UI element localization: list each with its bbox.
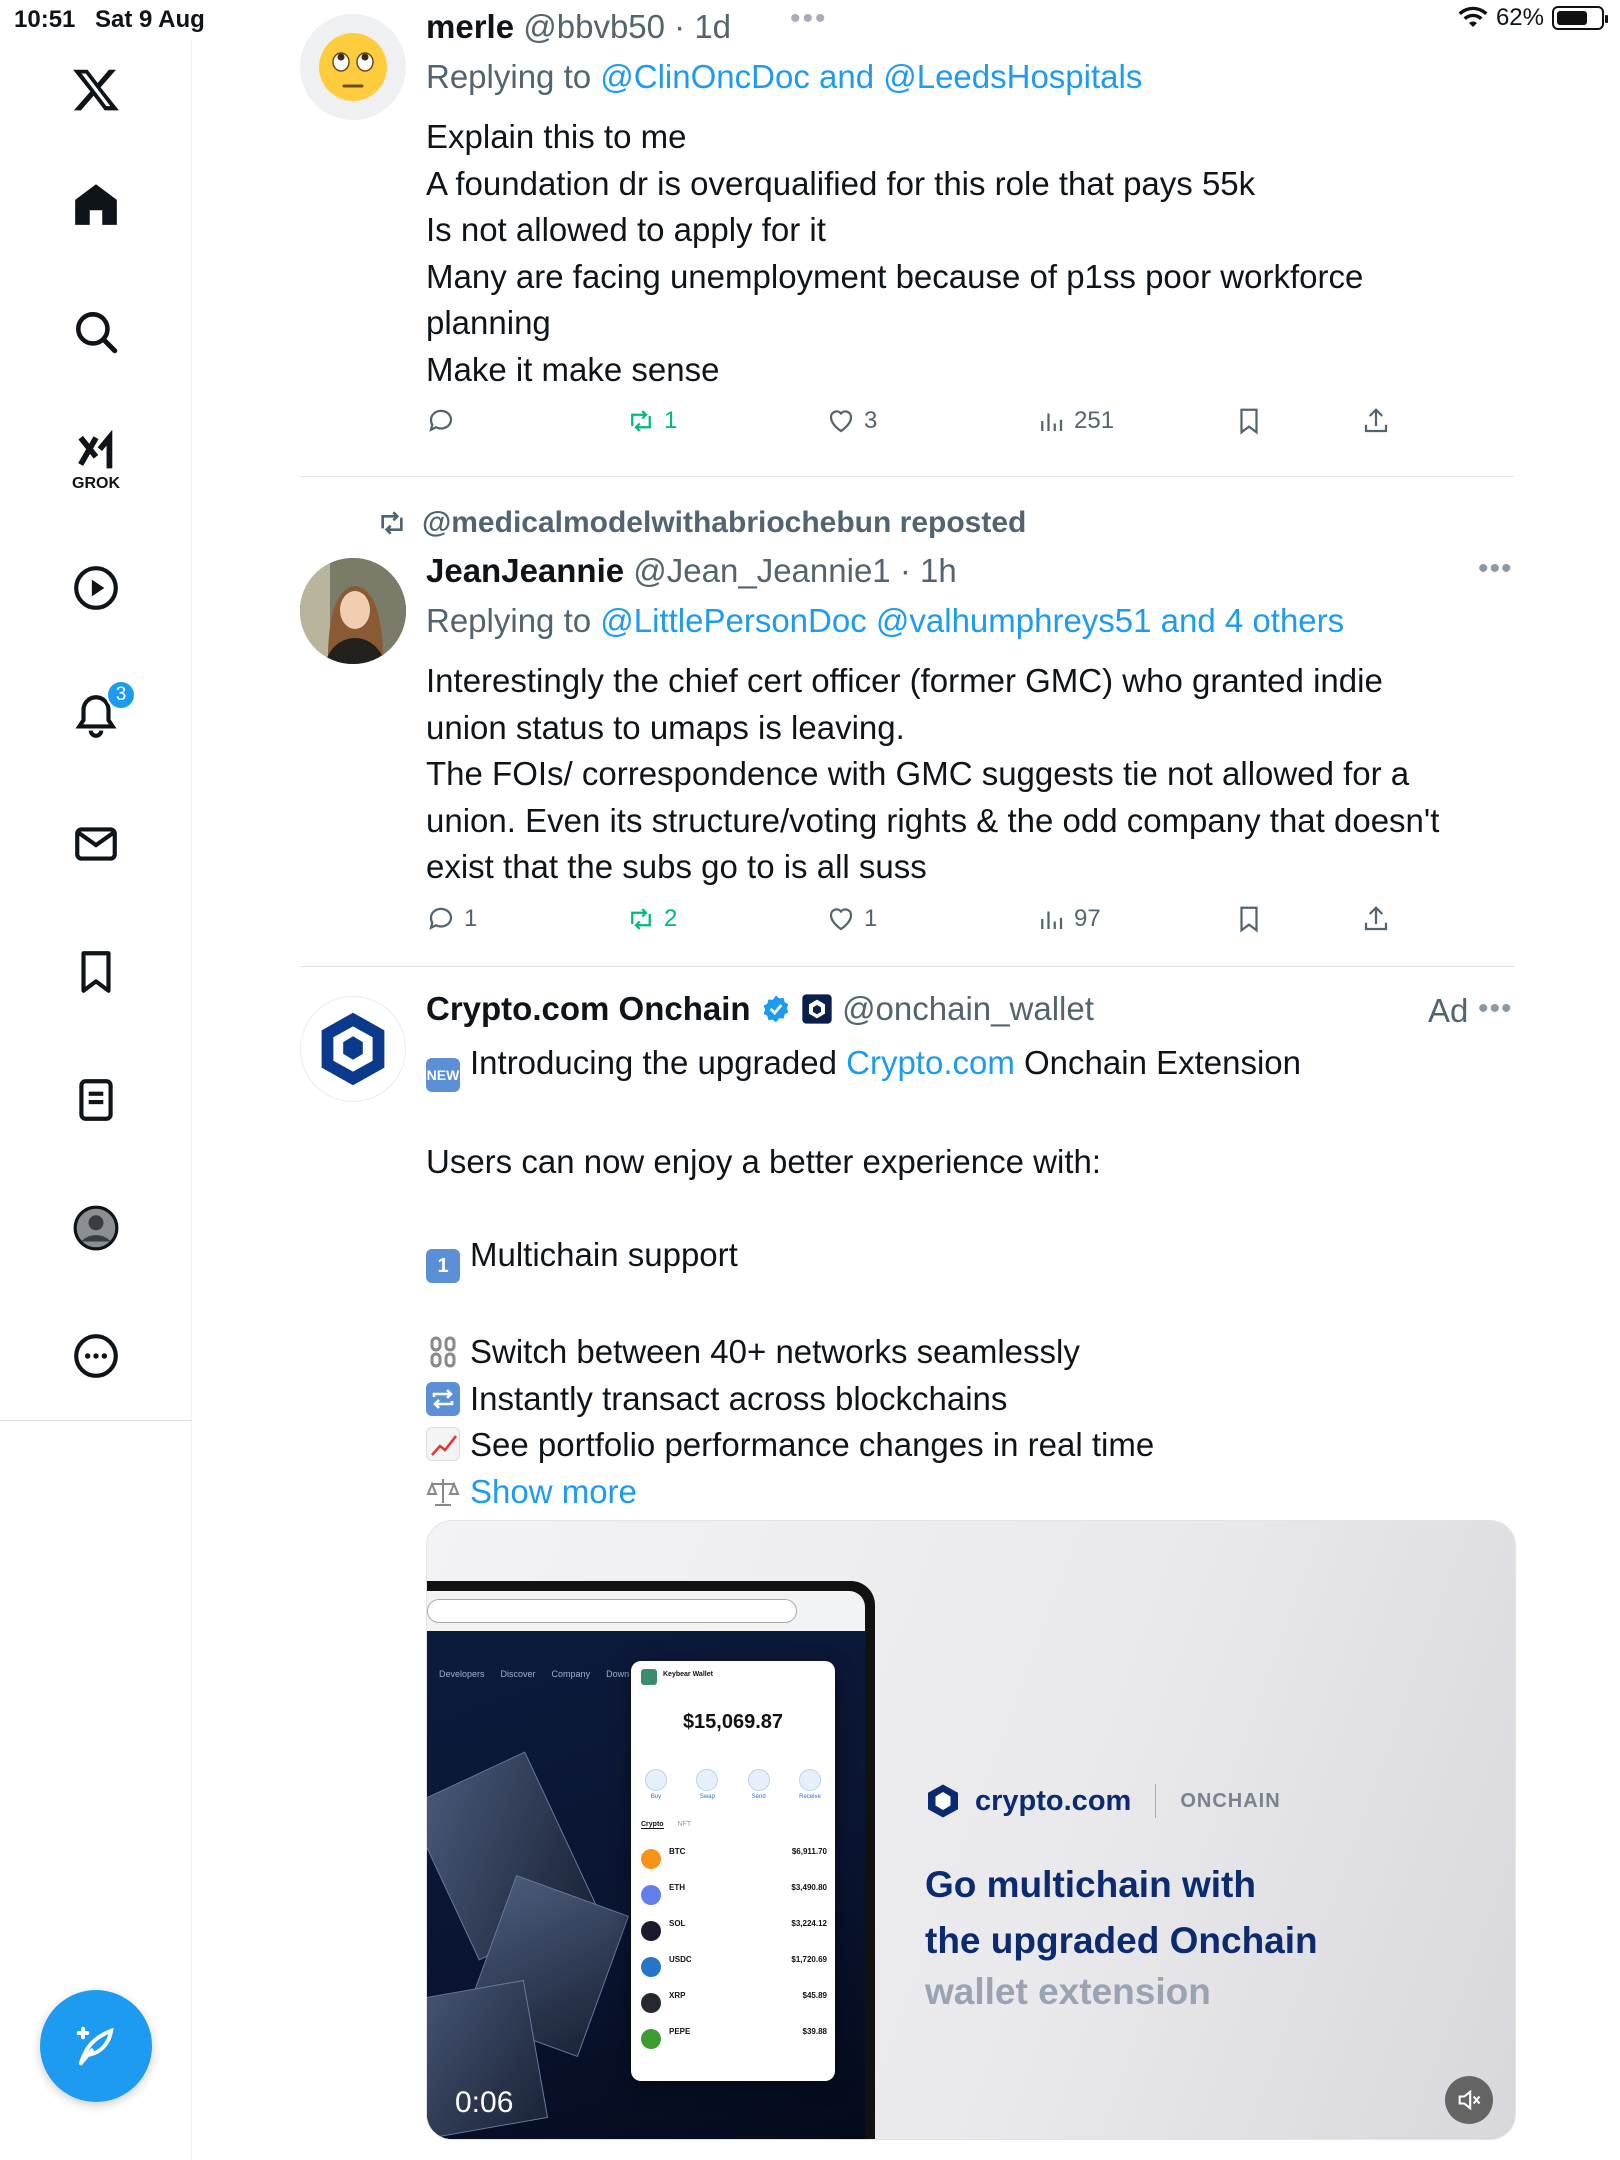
text-line <box>426 1469 1516 1516</box>
grok-label: GROK <box>72 475 120 492</box>
wallet-action-label: Send <box>751 1794 766 1800</box>
item-portfolio: See portfolio performance changes in real time <box>470 1426 1155 1463</box>
tweet-text <box>426 658 1516 891</box>
coin-icon <box>641 1957 661 1977</box>
author-name[interactable]: Crypto.com Onchain <box>426 990 751 1027</box>
text-line: union status to umaps is leaving. <box>426 708 905 746</box>
coin-name: BTC <box>669 1847 686 1856</box>
replying-to-link[interactable]: @ClinOncDoc and @LeedsHospitals <box>600 58 1143 95</box>
item-transact: Instantly transact across blockchains <box>470 1379 1008 1417</box>
text-line: Explain this to me <box>426 118 687 155</box>
brand-row <box>925 1783 1281 1819</box>
wallet-tabs <box>641 1821 691 1829</box>
tweet-actions <box>426 904 1426 944</box>
views-button[interactable] <box>1036 406 1114 436</box>
status-bar <box>0 0 1620 40</box>
notification-badge: 3 <box>106 680 136 710</box>
headline-line: the upgraded Onchain <box>925 1920 1318 1961</box>
blank-line <box>426 1283 1516 1330</box>
coin-value: $39.88 <box>802 2027 827 2036</box>
messages-icon[interactable] <box>56 804 136 884</box>
replying-to <box>426 602 1344 640</box>
replying-prefix: Replying to <box>426 58 601 95</box>
wallet-action-label: Buy <box>650 1794 662 1800</box>
views-icon <box>1036 406 1066 436</box>
text-line <box>426 1422 1516 1469</box>
avatar[interactable] <box>300 14 406 120</box>
show-more-link[interactable]: Show more <box>470 1472 637 1510</box>
coin-value: $1,720.69 <box>791 1955 827 1964</box>
coin-value: $45.89 <box>802 1991 827 2000</box>
tweet-text <box>426 1040 1516 1515</box>
coin-icon <box>641 2029 661 2049</box>
avatar[interactable] <box>300 996 406 1102</box>
text-line <box>426 1376 1516 1423</box>
multitasking-dots-icon[interactable]: ••• <box>790 2 828 35</box>
reply-button[interactable] <box>426 406 464 436</box>
coin-name: SOL <box>669 1919 686 1928</box>
brand-separator <box>1155 1784 1156 1818</box>
wallet-tab: NFT <box>677 1821 692 1828</box>
coin-value: $3,490.80 <box>791 1883 827 1892</box>
wifi-icon <box>1458 6 1488 30</box>
item-multichain: Multichain support <box>470 1235 738 1273</box>
author-name[interactable]: merle <box>426 8 515 45</box>
sidebar-divider <box>0 1420 192 1421</box>
coin-row <box>641 1847 827 1877</box>
tweet-divider <box>300 966 1514 967</box>
author-handle[interactable]: @bbvb50 <box>523 8 665 45</box>
bookmarks-icon[interactable] <box>56 932 136 1012</box>
blank-line <box>426 1185 1516 1232</box>
video-player[interactable] <box>426 1520 1516 2140</box>
notifications-icon[interactable] <box>56 676 136 756</box>
grok-icon[interactable] <box>56 420 136 500</box>
coin-name: PEPE <box>669 2027 691 2036</box>
ad-label: Ad <box>1428 992 1469 1029</box>
text-line <box>426 1232 1516 1283</box>
wallet-tab: Crypto <box>641 1821 664 1828</box>
text-line: Users can now enjoy a better experience with: <box>426 1142 1102 1180</box>
buy-icon <box>645 1769 667 1791</box>
share-button[interactable] <box>1361 904 1391 934</box>
reply-count: 1 <box>464 905 478 932</box>
wallet-popup <box>631 1661 835 2081</box>
coin-icon <box>641 1885 661 1905</box>
text-line <box>426 1040 1516 1092</box>
search-icon[interactable] <box>56 292 136 372</box>
text-line: planning <box>426 304 551 341</box>
share-icon <box>1361 904 1391 934</box>
tweet-time[interactable]: · 1h <box>899 552 957 589</box>
reply-button[interactable] <box>426 904 477 934</box>
author-name[interactable]: JeanJeannie <box>426 552 625 589</box>
ad-headline <box>925 1857 1318 1969</box>
like-button[interactable] <box>826 904 877 934</box>
coin-icon <box>641 1993 661 2013</box>
swap-icon <box>696 1769 718 1791</box>
blank-line <box>426 1092 1516 1139</box>
url-box <box>427 1599 797 1623</box>
status-date: Sat 9 Aug <box>95 6 205 33</box>
site-nav-item: Company <box>551 1669 591 1679</box>
share-icon <box>1361 406 1391 436</box>
more-options-icon[interactable]: ••• <box>1478 552 1513 585</box>
tweet-text <box>426 114 1516 393</box>
replying-prefix: Replying to <box>426 602 601 639</box>
status-time: 10:51 <box>14 6 76 33</box>
battery-percent: 62% <box>1495 4 1544 31</box>
bookmark-icon <box>1234 904 1264 934</box>
site-nav <box>439 1669 629 1679</box>
coin-row <box>641 1883 827 1913</box>
browser-bar <box>427 1591 865 1631</box>
reply-icon <box>426 406 456 436</box>
mute-button[interactable] <box>1445 2076 1493 2124</box>
coin-name: XRP <box>669 1991 686 2000</box>
chart-increasing-icon <box>426 1427 460 1461</box>
sidebar <box>0 40 192 2160</box>
tweet-header <box>426 8 731 46</box>
avatar[interactable] <box>300 558 406 664</box>
text-line: Many are facing unemployment because of p1ss poor workforce <box>426 257 1364 295</box>
reposted-by: @medicalmodelwithabriochebun reposted <box>422 506 1027 539</box>
status-indicators <box>1458 4 1604 32</box>
coin-row <box>641 1955 827 1985</box>
repost-button[interactable] <box>626 406 677 436</box>
home-icon[interactable] <box>56 164 136 244</box>
site-nav-item: Developers <box>439 1669 485 1679</box>
view-count: 97 <box>1074 905 1101 932</box>
repost-count: 1 <box>664 407 678 434</box>
text-line: Interestingly the chief cert officer (former GMC) who granted indie <box>426 662 1383 699</box>
coin-value: $6,911.70 <box>791 1847 827 1856</box>
coin-row <box>641 1919 827 1949</box>
text-line: union. Even its structure/voting rights & the odd company that doesn't <box>426 801 1440 839</box>
text-line <box>426 1329 1516 1376</box>
coin-name: USDC <box>669 1955 692 1964</box>
replying-to-link[interactable]: @LittlePersonDoc @valhumphreys51 and 4 others <box>600 602 1345 639</box>
text-line: A foundation dr is overqualified for this role that pays 55k <box>426 164 1256 202</box>
coin-row <box>641 1991 827 2021</box>
video-timestamp: 0:06 <box>455 2086 514 2119</box>
text-line: Is not allowed to apply for it <box>426 211 826 248</box>
wallet-action-label: Receive <box>799 1794 821 1800</box>
compose-post-button[interactable] <box>40 1990 152 2102</box>
author-handle[interactable]: @Jean_Jeannie1 <box>633 552 891 589</box>
coin-value: $3,224.12 <box>791 1919 827 1928</box>
verified-badge-icon <box>760 993 792 1025</box>
views-button[interactable] <box>1036 904 1101 934</box>
site-nav-item: Discover <box>500 1669 536 1679</box>
coin-row <box>641 2027 827 2057</box>
laptop-screen <box>427 1591 865 2140</box>
intro-suffix: Onchain Extension <box>1014 1044 1302 1081</box>
wallet-action-label: Swap <box>699 1794 715 1800</box>
text-line: The FOIs/ correspondence with GMC suggests tie not allowed for a <box>426 755 1410 792</box>
video-icon[interactable] <box>56 548 136 628</box>
repeat-arrows-icon <box>426 1382 460 1416</box>
like-count: 1 <box>864 905 878 932</box>
tweet-time[interactable]: · 1d <box>674 8 732 45</box>
new-emoji-icon: NEW <box>426 1058 460 1092</box>
bookmark-button[interactable] <box>1234 904 1264 934</box>
brand-sub: ONCHAIN <box>1180 1789 1281 1812</box>
share-button[interactable] <box>1361 406 1391 436</box>
headline-line-fading: wallet extension <box>925 1971 1211 2012</box>
x-logo-icon[interactable] <box>56 50 136 130</box>
brand-name: crypto.com <box>975 1784 1132 1817</box>
tweet-actions <box>426 406 1426 446</box>
tweet-divider <box>300 476 1514 477</box>
laptop-image <box>427 1581 875 2140</box>
repost-icon <box>376 507 408 539</box>
wallet-balance: $15,069.87 <box>682 1711 784 1733</box>
reply-icon <box>426 904 456 934</box>
keycap-one-icon: 1 <box>426 1249 460 1283</box>
bookmark-button[interactable] <box>1234 406 1264 436</box>
lists-icon[interactable] <box>56 1060 136 1140</box>
bookmark-icon <box>1234 406 1264 436</box>
wallet-avatar <box>641 1669 657 1685</box>
battery-icon <box>1552 6 1604 30</box>
compose-feather-icon <box>70 2020 122 2072</box>
coin-name: ETH <box>669 1883 685 1892</box>
like-button[interactable] <box>826 406 877 436</box>
like-count: 3 <box>864 407 878 434</box>
item-switch: Switch between 40+ networks seamlessly <box>470 1333 1080 1370</box>
tweet-header <box>426 552 957 590</box>
more-options-icon[interactable]: ••• <box>1478 992 1513 1025</box>
headline-line: Go multichain with <box>925 1864 1256 1905</box>
author-handle[interactable]: @onchain_wallet <box>842 990 1094 1027</box>
wallet-name: Keybear Wallet <box>663 1671 713 1678</box>
intro-prefix: Introducing the upgraded <box>470 1044 847 1081</box>
receive-icon <box>799 1769 821 1791</box>
repost-icon <box>626 406 656 436</box>
repost-indicator[interactable] <box>376 506 1026 540</box>
repost-count: 2 <box>664 905 678 932</box>
crypto-logo-icon <box>925 1783 961 1819</box>
views-icon <box>1036 904 1066 934</box>
coin-icon <box>641 1921 661 1941</box>
view-count: 251 <box>1074 407 1115 434</box>
speaker-muted-icon <box>1455 2086 1483 2114</box>
send-icon <box>748 1769 770 1791</box>
text-line: Make it make sense <box>426 350 720 388</box>
heart-icon <box>826 904 856 934</box>
balance-scale-icon <box>426 1475 460 1509</box>
repost-icon <box>626 904 656 934</box>
tweet-header <box>426 990 1094 1028</box>
heart-icon <box>826 406 856 436</box>
replying-to <box>426 58 1142 96</box>
affiliate-logo-icon <box>801 993 833 1025</box>
chains-icon <box>426 1335 460 1369</box>
profile-icon[interactable] <box>56 1188 136 1268</box>
text-line: exist that the subs go to is all suss <box>426 848 927 885</box>
coin-icon <box>641 1849 661 1869</box>
wallet-actions <box>645 1769 821 1800</box>
more-options-icon[interactable] <box>56 1316 136 1396</box>
crypto-link[interactable]: Crypto.com <box>846 1044 1015 1081</box>
repost-button[interactable] <box>626 904 677 934</box>
site-nav-item: Down <box>606 1669 630 1679</box>
